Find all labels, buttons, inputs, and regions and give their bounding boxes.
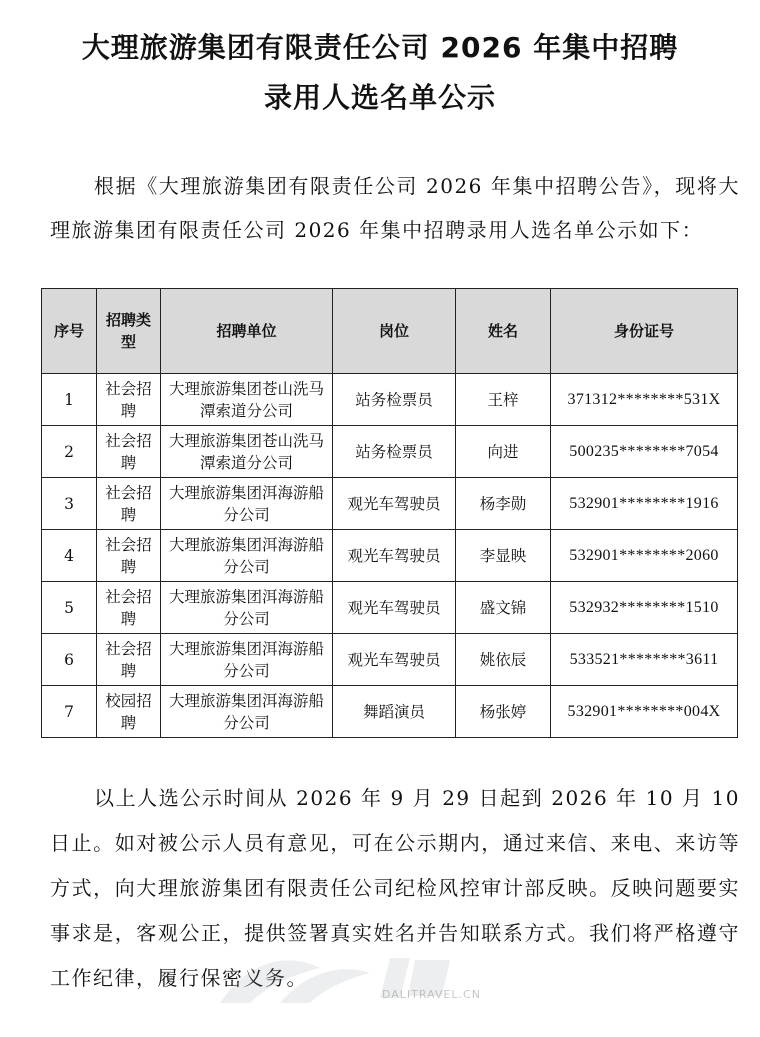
cell-type: 社会招聘 bbox=[97, 530, 161, 582]
watermark-site: DALITRAVEL.CN bbox=[382, 988, 481, 1001]
header-no: 序号 bbox=[42, 289, 97, 374]
cell-post: 观光车驾驶员 bbox=[333, 634, 456, 686]
header-type: 招聘类型 bbox=[97, 289, 161, 374]
cell-type: 社会招聘 bbox=[97, 374, 161, 426]
cell-type: 社会招聘 bbox=[97, 634, 161, 686]
cell-unit: 大理旅游集团苍山洗马潭索道分公司 bbox=[161, 426, 333, 478]
cell-id: 532901********004X bbox=[551, 686, 738, 738]
page-title-line1: 大理旅游集团有限责任公司 2026 年集中招聘 bbox=[81, 31, 679, 64]
cell-no: 7 bbox=[42, 686, 97, 738]
cell-unit: 大理旅游集团洱海游船分公司 bbox=[161, 686, 333, 738]
header-unit: 招聘单位 bbox=[161, 289, 333, 374]
cell-post: 舞蹈演员 bbox=[333, 686, 456, 738]
cell-name: 向进 bbox=[456, 426, 551, 478]
cell-id: 371312********531X bbox=[551, 374, 738, 426]
closing-paragraph: 以上人选公示时间从 2026 年 9 月 29 日起到 2026 年 10 月 10 日止。如对被公示人员有意见，可在公示期内，通过来信、来电、来访等方式，向大理旅游集团有限责任公司纪检风控审计部反映。反映问题要实事求是，客观公正，提供签署真实姓名并告知联系方式。我们将严格遵守工作纪律，履行保密义务。 bbox=[50, 786, 740, 990]
cell-name: 杨张婷 bbox=[456, 686, 551, 738]
page-title-line2: 录用人选名单公示 bbox=[263, 81, 496, 114]
cell-no: 2 bbox=[42, 426, 97, 478]
cell-no: 6 bbox=[42, 634, 97, 686]
table-row bbox=[42, 374, 738, 426]
candidate-table bbox=[41, 288, 738, 738]
cell-name: 李显映 bbox=[456, 530, 551, 582]
table-row bbox=[42, 634, 738, 686]
cell-id: 532901********2060 bbox=[551, 530, 738, 582]
cell-post: 观光车驾驶员 bbox=[333, 530, 456, 582]
cell-post: 站务检票员 bbox=[333, 426, 456, 478]
cell-id: 532932********1510 bbox=[551, 582, 738, 634]
cell-no: 4 bbox=[42, 530, 97, 582]
cell-no: 5 bbox=[42, 582, 97, 634]
cell-post: 站务检票员 bbox=[333, 374, 456, 426]
cell-id: 532901********1916 bbox=[551, 478, 738, 530]
header-name: 姓名 bbox=[456, 289, 551, 374]
cell-id: 533521********3611 bbox=[551, 634, 738, 686]
intro-paragraph: 根据《大理旅游集团有限责任公司 2026 年集中招聘公告》，现将大理旅游集团有限责任公司 2026 年集中招聘录用人选名单公示如下： bbox=[50, 174, 740, 242]
table-header-row bbox=[42, 289, 738, 374]
cell-id: 500235********7054 bbox=[551, 426, 738, 478]
cell-no: 3 bbox=[42, 478, 97, 530]
table-row bbox=[42, 478, 738, 530]
cell-name: 盛文锦 bbox=[456, 582, 551, 634]
cell-unit: 大理旅游集团苍山洗马潭索道分公司 bbox=[161, 374, 333, 426]
cell-unit: 大理旅游集团洱海游船分公司 bbox=[161, 530, 333, 582]
table-row bbox=[42, 582, 738, 634]
cell-type: 社会招聘 bbox=[97, 582, 161, 634]
cell-name: 杨李勋 bbox=[456, 478, 551, 530]
cell-unit: 大理旅游集团洱海游船分公司 bbox=[161, 634, 333, 686]
cell-name: 王梓 bbox=[456, 374, 551, 426]
table-row bbox=[42, 686, 738, 738]
cell-type: 校园招聘 bbox=[97, 686, 161, 738]
header-post: 岗位 bbox=[333, 289, 456, 374]
table-row bbox=[42, 530, 738, 582]
cell-unit: 大理旅游集团洱海游船分公司 bbox=[161, 582, 333, 634]
cell-type: 社会招聘 bbox=[97, 426, 161, 478]
cell-unit: 大理旅游集团洱海游船分公司 bbox=[161, 478, 333, 530]
cell-type: 社会招聘 bbox=[97, 478, 161, 530]
cell-no: 1 bbox=[42, 374, 97, 426]
cell-name: 姚依辰 bbox=[456, 634, 551, 686]
cell-post: 观光车驾驶员 bbox=[333, 582, 456, 634]
table-row bbox=[42, 426, 738, 478]
header-id: 身份证号 bbox=[551, 289, 738, 374]
cell-post: 观光车驾驶员 bbox=[333, 478, 456, 530]
